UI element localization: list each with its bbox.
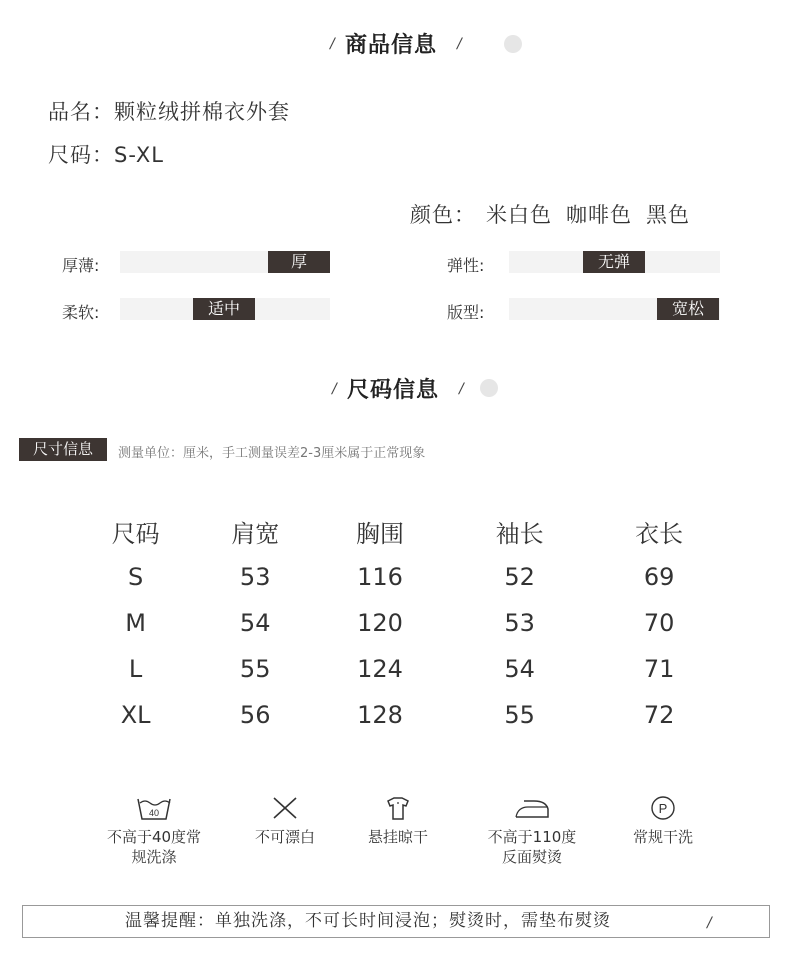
product-name-value: 颗粒绒拼棉衣外套 xyxy=(114,100,290,124)
care-item-dry xyxy=(353,795,443,847)
product-size-row xyxy=(48,139,164,169)
table-cell: 71 xyxy=(643,655,675,683)
table-row xyxy=(80,692,720,738)
care-item-iron xyxy=(474,795,590,867)
care-label: 不高于40度常 xyxy=(106,828,202,846)
care-label: 不高于110度 xyxy=(487,828,577,846)
table-cell: M xyxy=(125,609,146,637)
care-label: 规洗涤 xyxy=(131,848,177,866)
table-cell: 124 xyxy=(357,655,403,683)
table-cell: 52 xyxy=(504,563,535,591)
table-cell: 69 xyxy=(643,563,675,591)
attr-softness-value: 适中 xyxy=(193,298,255,320)
reminder-slash: / xyxy=(707,915,712,931)
decorative-drop-icon xyxy=(504,35,522,53)
table-cell: 54 xyxy=(239,609,271,637)
table-cell: 53 xyxy=(504,609,535,637)
care-label: 不可漂白 xyxy=(254,828,315,846)
title-slash-right: / xyxy=(459,381,464,397)
reminder-text: 温馨提醒：单独洗涤，不可长时间浸泡；熨烫时，需垫布熨烫 xyxy=(125,911,611,931)
table-row xyxy=(80,554,720,600)
product-color-row xyxy=(410,199,690,229)
care-item-bleach xyxy=(240,795,330,847)
attr-fit-label: 版型: xyxy=(447,303,485,322)
table-cell: 56 xyxy=(239,701,271,729)
wash-40-icon xyxy=(136,795,172,821)
table-header-row xyxy=(80,508,720,554)
title-slash-left: / xyxy=(330,36,335,52)
no-bleach-icon xyxy=(271,795,299,821)
wash-temp-label: 40 xyxy=(148,808,160,818)
color-option: 黑色 xyxy=(646,203,690,227)
table-row xyxy=(80,600,720,646)
table-cell: S xyxy=(127,563,144,591)
attr-elasticity-value: 无弹 xyxy=(583,251,645,273)
table-row xyxy=(80,646,720,692)
care-label: 常规干洗 xyxy=(632,828,693,846)
size-table xyxy=(80,508,720,738)
table-cell: 70 xyxy=(643,609,675,637)
table-header: 肩宽 xyxy=(231,519,280,548)
product-size-label: 尺码： xyxy=(48,143,114,167)
table-header: 尺码 xyxy=(111,519,160,548)
product-color-label: 颜色： xyxy=(410,203,476,227)
table-cell: L xyxy=(128,655,143,683)
table-cell: 55 xyxy=(239,655,271,683)
size-info-title: 尺码信息 xyxy=(347,378,440,403)
product-name-row xyxy=(48,96,290,126)
reminder-box xyxy=(22,905,770,938)
color-option: 咖啡色 xyxy=(566,203,632,227)
iron-110-icon xyxy=(512,795,552,821)
dry-clean-p-icon xyxy=(650,795,676,821)
product-size-value: S-XL xyxy=(114,143,164,167)
decorative-drop-icon xyxy=(480,379,498,397)
measurement-note: 测量单位：厘米，手工测量误差2-3厘米属于正常现象 xyxy=(118,446,426,461)
care-item-dryclean xyxy=(618,795,708,847)
attr-thickness-value: 厚 xyxy=(268,251,330,273)
attr-elasticity-label: 弹性: xyxy=(447,256,485,275)
product-name-label: 品名： xyxy=(48,100,114,124)
care-label: 悬挂晾干 xyxy=(367,828,428,846)
hang-dry-icon xyxy=(384,795,412,821)
care-label: 反面熨烫 xyxy=(501,848,562,866)
table-cell: 54 xyxy=(504,655,535,683)
size-info-tag: 尺寸信息 xyxy=(19,438,107,461)
table-header: 衣长 xyxy=(635,519,684,548)
product-info-title: 商品信息 xyxy=(345,33,438,58)
table-header: 胸围 xyxy=(356,519,405,548)
care-item-wash xyxy=(96,795,212,867)
attr-fit-value: 宽松 xyxy=(657,298,719,320)
table-cell: 128 xyxy=(357,701,403,729)
title-slash-left: / xyxy=(332,381,337,397)
color-option: 米白色 xyxy=(486,203,552,227)
table-cell: 116 xyxy=(357,563,403,591)
attr-softness-label: 柔软: xyxy=(62,303,100,322)
table-header: 袖长 xyxy=(495,519,544,548)
attr-thickness-label: 厚薄: xyxy=(62,256,100,275)
table-cell: 120 xyxy=(357,609,403,637)
table-cell: XL xyxy=(120,701,151,729)
table-cell: 72 xyxy=(643,701,675,729)
table-cell: 53 xyxy=(239,563,271,591)
title-slash-right: / xyxy=(457,36,462,52)
table-cell: 55 xyxy=(504,701,535,729)
dry-clean-letter: P xyxy=(658,801,668,816)
